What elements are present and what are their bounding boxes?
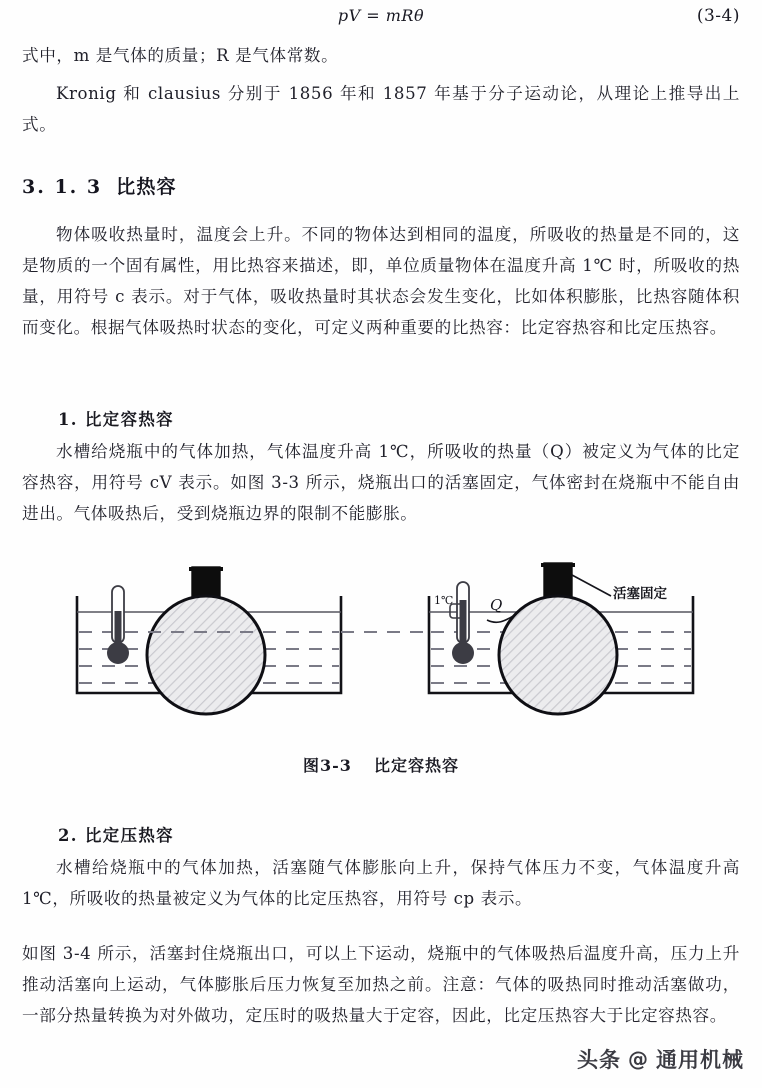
paragraph-cp-body-2: 如图 3-4 所示，活塞封住烧瓶出口，可以上下运动，烧瓶中的气体吸热后温度升高，压力上升推动活塞向上运动，气体膨胀后压力恢复至加热之前。注意：气体的吸热同时推动活塞做功，一部分热量转换为对外做功，定压时的吸热量大于定容，因此，比定压热容大于比定容热容。 — [22, 944, 740, 1025]
right-piston — [544, 563, 572, 597]
left-piston — [192, 567, 220, 599]
equation-number: (3-4) — [696, 6, 740, 26]
paragraph-kronig: Kronig 和 clausius 分别于 1856 年和 1857 年基于分子运动论，从理论上推导出上式。 — [22, 84, 740, 134]
right-flask — [499, 596, 617, 714]
label-heat: Q — [490, 596, 503, 614]
watermark-account: 通用机械 — [656, 1048, 744, 1072]
right-apparatus — [429, 563, 693, 714]
piston-label-leader — [572, 575, 611, 596]
left-apparatus — [77, 567, 341, 714]
watermark-platform: 头条 — [577, 1048, 621, 1072]
section-title: 比热容 — [116, 176, 177, 198]
right-thermometer — [450, 582, 474, 664]
subheading-cp: 2. 比定压热容 — [58, 826, 174, 845]
figure-3-3 — [0, 548, 762, 718]
paragraph-cp-body: 水槽给烧瓶中的气体加热，活塞随气体膨胀向上升，保持气体压力不变，气体温度升高 1℃，所吸收的热量被定义为气体的比定压热容，用符号 cp 表示。 — [22, 858, 740, 908]
figure-caption — [0, 753, 762, 776]
equation-formula: pV = mRθ — [337, 6, 425, 25]
paragraph-specific-heat-intro: 物体吸收热量时，温度会上升。不同的物体达到相同的温度，所吸收的热量是不同的，这是物质的一个固有属性，用比热容来描述，即，单位质量物体在温度升高 1℃ 时，所吸收的热量，用符号 c 表示。对于气体，吸收热量时其状态会发生变化，比如体积膨胀，比热容随体积而变化。根据气体吸热时状态的变化，可定义两种重要的比热容：比定容热容和比定压热容。 — [22, 225, 740, 337]
left-piston-cap — [189, 567, 223, 571]
right-piston-cap — [541, 563, 575, 567]
label-temperature: 1℃ — [434, 594, 454, 607]
left-thermometer — [107, 586, 129, 664]
figure-caption-number: 图3-3 — [303, 756, 352, 775]
label-piston-fixed: 活塞固定 — [613, 586, 667, 602]
paragraph-after-equation: 式中，m 是气体的质量；R 是气体常数。 — [22, 46, 339, 65]
equation-row — [0, 6, 762, 36]
watermark — [577, 1044, 744, 1074]
subheading-cv: 1. 比定容热容 — [58, 410, 174, 429]
section-number: 3. 1. 3 — [22, 176, 103, 198]
figure-caption-title: 比定容热容 — [373, 756, 459, 775]
section-heading — [22, 172, 177, 199]
left-flask — [147, 596, 265, 714]
watermark-at-icon: @ — [628, 1047, 649, 1071]
paragraph-cv-body: 水槽给烧瓶中的气体加热，气体温度升高 1℃，所吸收的热量（Q）被定义为气体的比定容热容，用符号 cV 表示。如图 3-3 所示，烧瓶出口的活塞固定，气体密封在烧瓶中不能自由进出。气体吸热后，受到烧瓶边界的限制不能膨胀。 — [22, 442, 740, 523]
